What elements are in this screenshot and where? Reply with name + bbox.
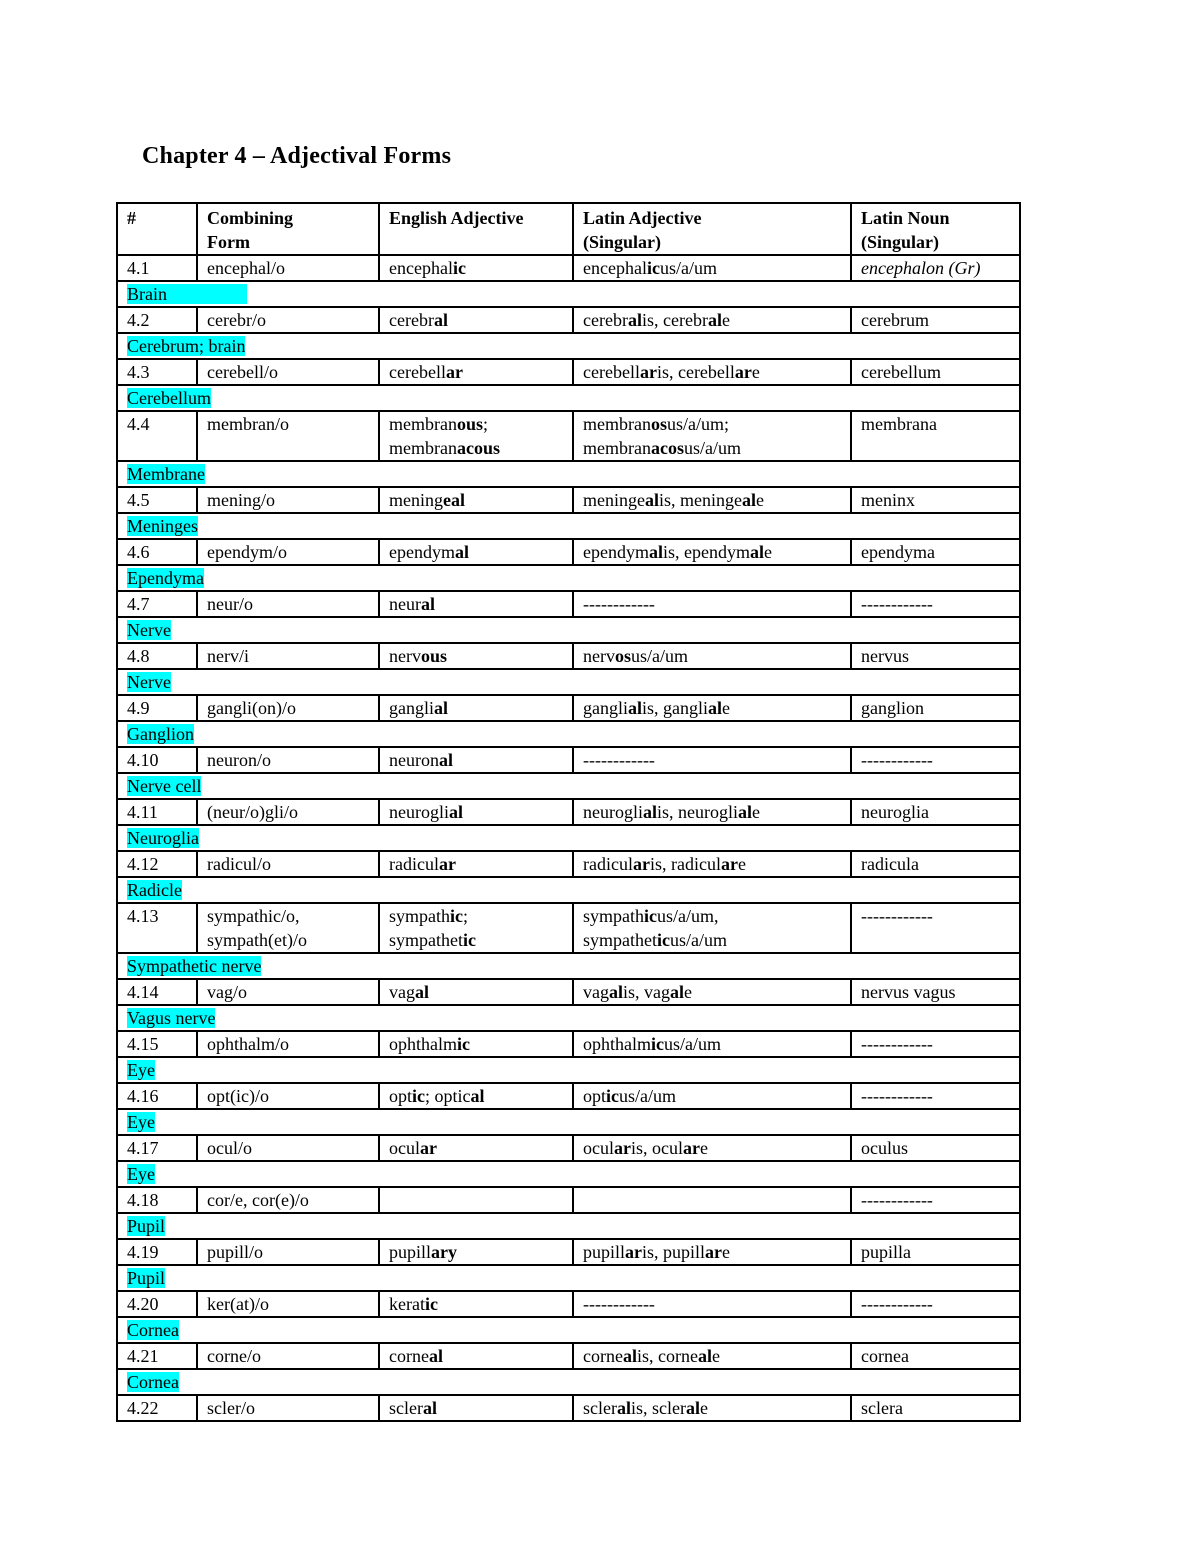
- cell-number: 4.5: [117, 487, 197, 513]
- highlighted-meaning: Eye: [127, 1060, 155, 1080]
- cell-meaning: [117, 721, 1020, 747]
- highlighted-meaning: Radicle: [127, 880, 182, 900]
- table-row: [117, 695, 1020, 721]
- cell-combining-form: neuron/o: [197, 747, 379, 773]
- table-row: [117, 359, 1020, 385]
- table-row: [117, 1083, 1020, 1109]
- cell-latin-noun: radicula: [851, 851, 1020, 877]
- cell-latin-adjective: neuroglialis, neurogliale: [573, 799, 851, 825]
- cell-latin-noun: ------------: [851, 1031, 1020, 1057]
- meaning-row: [117, 1265, 1020, 1291]
- cell-latin-adjective: ------------: [573, 591, 851, 617]
- cell-number: 4.14: [117, 979, 197, 1005]
- table-row: [117, 539, 1020, 565]
- cell-latin-noun: cerebellum: [851, 359, 1020, 385]
- cell-english-adjective: nervous: [379, 643, 573, 669]
- cell-combining-form: gangli(on)/o: [197, 695, 379, 721]
- cell-number: 4.16: [117, 1083, 197, 1109]
- cell-latin-adjective: pupillaris, pupillare: [573, 1239, 851, 1265]
- highlighted-meaning: Cerebellum: [127, 388, 211, 408]
- cell-meaning: [117, 953, 1020, 979]
- cell-latin-noun: cornea: [851, 1343, 1020, 1369]
- cell-number: 4.19: [117, 1239, 197, 1265]
- meaning-row: [117, 953, 1020, 979]
- cell-english-adjective: neuroglial: [379, 799, 573, 825]
- cell-english-adjective: cerebellar: [379, 359, 573, 385]
- cell-latin-noun: pupilla: [851, 1239, 1020, 1265]
- cell-meaning: [117, 1265, 1020, 1291]
- cell-number: 4.1: [117, 255, 197, 281]
- cell-combining-form: vag/o: [197, 979, 379, 1005]
- cell-combining-form: sympathic/o, sympath(et)/o: [197, 903, 379, 953]
- cell-combining-form: cerebell/o: [197, 359, 379, 385]
- highlighted-meaning: Eye: [127, 1164, 155, 1184]
- cell-latin-noun: ------------: [851, 1187, 1020, 1213]
- cell-meaning: [117, 1005, 1020, 1031]
- cell-latin-adjective: cornealis, corneale: [573, 1343, 851, 1369]
- cell-latin-adjective: ------------: [573, 1291, 851, 1317]
- cell-combining-form: encephal/o: [197, 255, 379, 281]
- cell-number: 4.13: [117, 903, 197, 953]
- cell-english-adjective: vagal: [379, 979, 573, 1005]
- cell-english-adjective: [379, 1187, 573, 1213]
- highlighted-meaning: Meninges: [127, 516, 198, 536]
- table-row: [117, 1343, 1020, 1369]
- table-row: [117, 1291, 1020, 1317]
- meaning-row: [117, 773, 1020, 799]
- cell-english-adjective: optic; optical: [379, 1083, 573, 1109]
- cell-latin-noun: neuroglia: [851, 799, 1020, 825]
- highlighted-meaning: Brain: [127, 284, 247, 304]
- cell-number: 4.21: [117, 1343, 197, 1369]
- cell-meaning: [117, 513, 1020, 539]
- cell-english-adjective: ocular: [379, 1135, 573, 1161]
- meaning-row: [117, 721, 1020, 747]
- meaning-row: [117, 1213, 1020, 1239]
- table-row: [117, 747, 1020, 773]
- highlighted-meaning: Sympathetic nerve: [127, 956, 262, 976]
- highlighted-meaning: Eye: [127, 1112, 155, 1132]
- cell-combining-form: radicul/o: [197, 851, 379, 877]
- meaning-row: [117, 1317, 1020, 1343]
- highlighted-meaning: Pupil: [127, 1268, 166, 1288]
- cell-latin-adjective: cerebellaris, cerebellare: [573, 359, 851, 385]
- cell-meaning: [117, 617, 1020, 643]
- cell-number: 4.4: [117, 411, 197, 461]
- cell-english-adjective: pupillary: [379, 1239, 573, 1265]
- header-combining-form: Combining Form: [197, 203, 379, 255]
- cell-latin-noun: ependyma: [851, 539, 1020, 565]
- table-body: [117, 255, 1020, 1421]
- table-header-row: [117, 203, 1020, 255]
- cell-english-adjective: encephalic: [379, 255, 573, 281]
- header-latin-noun: Latin Noun (Singular): [851, 203, 1020, 255]
- meaning-row: [117, 281, 1020, 307]
- cell-meaning: [117, 669, 1020, 695]
- cell-latin-noun: ------------: [851, 1291, 1020, 1317]
- header-number: #: [117, 203, 197, 255]
- table-row: [117, 591, 1020, 617]
- table-row: [117, 1031, 1020, 1057]
- highlighted-meaning: Cornea: [127, 1372, 179, 1392]
- meaning-row: [117, 1161, 1020, 1187]
- cell-meaning: [117, 1109, 1020, 1135]
- cell-latin-adjective: ganglialis, gangliale: [573, 695, 851, 721]
- cell-latin-adjective: ophthalmicus/a/um: [573, 1031, 851, 1057]
- cell-meaning: [117, 1057, 1020, 1083]
- cell-english-adjective: corneal: [379, 1343, 573, 1369]
- meaning-row: [117, 385, 1020, 411]
- cell-latin-noun: nervus vagus: [851, 979, 1020, 1005]
- cell-english-adjective: scleral: [379, 1395, 573, 1421]
- cell-combining-form: cor/e, cor(e)/o: [197, 1187, 379, 1213]
- cell-latin-adjective: vagalis, vagale: [573, 979, 851, 1005]
- meaning-row: [117, 1057, 1020, 1083]
- cell-meaning: [117, 281, 1020, 307]
- cell-meaning: [117, 1369, 1020, 1395]
- cell-number: 4.6: [117, 539, 197, 565]
- cell-latin-adjective: scleralis, sclerale: [573, 1395, 851, 1421]
- meaning-row: [117, 1369, 1020, 1395]
- table-row: [117, 851, 1020, 877]
- header-latin-adjective: Latin Adjective (Singular): [573, 203, 851, 255]
- cell-english-adjective: neural: [379, 591, 573, 617]
- table-row: [117, 979, 1020, 1005]
- cell-latin-noun: oculus: [851, 1135, 1020, 1161]
- cell-english-adjective: ependymal: [379, 539, 573, 565]
- cell-number: 4.9: [117, 695, 197, 721]
- cell-latin-adjective: ------------: [573, 747, 851, 773]
- cell-meaning: [117, 333, 1020, 359]
- meaning-row: [117, 1109, 1020, 1135]
- highlighted-meaning: Ganglion: [127, 724, 194, 744]
- highlighted-meaning: Neuroglia: [127, 828, 199, 848]
- cell-meaning: [117, 773, 1020, 799]
- cell-english-adjective: ganglial: [379, 695, 573, 721]
- cell-latin-adjective: membranosus/a/um; membranacosus/a/um: [573, 411, 851, 461]
- cell-english-adjective: meningeal: [379, 487, 573, 513]
- cell-number: 4.22: [117, 1395, 197, 1421]
- table-row: [117, 1395, 1020, 1421]
- table-row: [117, 255, 1020, 281]
- cell-number: 4.7: [117, 591, 197, 617]
- cell-number: 4.11: [117, 799, 197, 825]
- table-row: [117, 411, 1020, 461]
- cell-latin-adjective: ocularis, oculare: [573, 1135, 851, 1161]
- cell-number: 4.18: [117, 1187, 197, 1213]
- cell-latin-adjective: sympathicus/a/um, sympatheticus/a/um: [573, 903, 851, 953]
- highlighted-meaning: Membrane: [127, 464, 205, 484]
- highlighted-meaning: Nerve: [127, 672, 171, 692]
- cell-combining-form: mening/o: [197, 487, 379, 513]
- table-row: [117, 903, 1020, 953]
- cell-latin-noun: ------------: [851, 903, 1020, 953]
- cell-latin-adjective: encephalicus/a/um: [573, 255, 851, 281]
- cell-number: 4.12: [117, 851, 197, 877]
- cell-english-adjective: radicular: [379, 851, 573, 877]
- cell-latin-noun: membrana: [851, 411, 1020, 461]
- cell-combining-form: membran/o: [197, 411, 379, 461]
- cell-latin-adjective: [573, 1187, 851, 1213]
- cell-english-adjective: sympathic; sympathetic: [379, 903, 573, 953]
- page-title: Chapter 4 – Adjectival Forms: [142, 143, 452, 169]
- cell-english-adjective: membranous; membranacous: [379, 411, 573, 461]
- cell-latin-noun: sclera: [851, 1395, 1020, 1421]
- cell-combining-form: pupill/o: [197, 1239, 379, 1265]
- highlighted-meaning: Ependyma: [127, 568, 204, 588]
- cell-combining-form: cerebr/o: [197, 307, 379, 333]
- cell-meaning: [117, 461, 1020, 487]
- cell-latin-adjective: ependymalis, ependymale: [573, 539, 851, 565]
- cell-latin-noun: cerebrum: [851, 307, 1020, 333]
- cell-meaning: [117, 1317, 1020, 1343]
- cell-combining-form: neur/o: [197, 591, 379, 617]
- highlighted-meaning: Cerebrum; brain: [127, 336, 246, 356]
- meaning-row: [117, 617, 1020, 643]
- meaning-row: [117, 877, 1020, 903]
- highlighted-meaning: Nerve cell: [127, 776, 202, 796]
- highlighted-meaning: Cornea: [127, 1320, 179, 1340]
- cell-combining-form: opt(ic)/o: [197, 1083, 379, 1109]
- cell-latin-adjective: cerebralis, cerebrale: [573, 307, 851, 333]
- cell-latin-noun: ------------: [851, 747, 1020, 773]
- table-row: [117, 487, 1020, 513]
- cell-english-adjective: keratic: [379, 1291, 573, 1317]
- cell-english-adjective: cerebral: [379, 307, 573, 333]
- meaning-row: [117, 825, 1020, 851]
- highlighted-meaning: Vagus nerve: [127, 1008, 216, 1028]
- cell-combining-form: nerv/i: [197, 643, 379, 669]
- cell-latin-noun: ------------: [851, 591, 1020, 617]
- cell-latin-noun: nervus: [851, 643, 1020, 669]
- cell-meaning: [117, 877, 1020, 903]
- cell-number: 4.20: [117, 1291, 197, 1317]
- cell-number: 4.2: [117, 307, 197, 333]
- cell-number: 4.8: [117, 643, 197, 669]
- cell-latin-adjective: radicularis, radiculare: [573, 851, 851, 877]
- cell-english-adjective: ophthalmic: [379, 1031, 573, 1057]
- cell-meaning: [117, 1213, 1020, 1239]
- table-row: [117, 799, 1020, 825]
- cell-meaning: [117, 825, 1020, 851]
- meaning-row: [117, 333, 1020, 359]
- adjectival-forms-table: [116, 202, 1021, 1422]
- cell-number: 4.3: [117, 359, 197, 385]
- cell-number: 4.10: [117, 747, 197, 773]
- cell-latin-adjective: meningealis, meningeale: [573, 487, 851, 513]
- cell-latin-noun: encephalon (Gr): [851, 255, 1020, 281]
- cell-english-adjective: neuronal: [379, 747, 573, 773]
- meaning-row: [117, 565, 1020, 591]
- cell-number: 4.15: [117, 1031, 197, 1057]
- cell-combining-form: (neur/o)gli/o: [197, 799, 379, 825]
- meaning-row: [117, 513, 1020, 539]
- cell-latin-adjective: opticus/a/um: [573, 1083, 851, 1109]
- table-row: [117, 1135, 1020, 1161]
- cell-combining-form: ocul/o: [197, 1135, 379, 1161]
- cell-latin-adjective: nervosus/a/um: [573, 643, 851, 669]
- cell-latin-noun: ------------: [851, 1083, 1020, 1109]
- cell-meaning: [117, 1161, 1020, 1187]
- meaning-row: [117, 669, 1020, 695]
- cell-combining-form: ependym/o: [197, 539, 379, 565]
- table-row: [117, 1239, 1020, 1265]
- cell-meaning: [117, 385, 1020, 411]
- table-row: [117, 643, 1020, 669]
- highlighted-meaning: Nerve: [127, 620, 171, 640]
- table-row: [117, 1187, 1020, 1213]
- cell-latin-noun: ganglion: [851, 695, 1020, 721]
- cell-latin-noun: meninx: [851, 487, 1020, 513]
- cell-combining-form: scler/o: [197, 1395, 379, 1421]
- cell-combining-form: corne/o: [197, 1343, 379, 1369]
- cell-combining-form: ker(at)/o: [197, 1291, 379, 1317]
- highlighted-meaning: Pupil: [127, 1216, 166, 1236]
- cell-meaning: [117, 565, 1020, 591]
- meaning-row: [117, 1005, 1020, 1031]
- cell-combining-form: ophthalm/o: [197, 1031, 379, 1057]
- cell-number: 4.17: [117, 1135, 197, 1161]
- header-english-adjective: English Adjective: [379, 203, 573, 255]
- table-row: [117, 307, 1020, 333]
- meaning-row: [117, 461, 1020, 487]
